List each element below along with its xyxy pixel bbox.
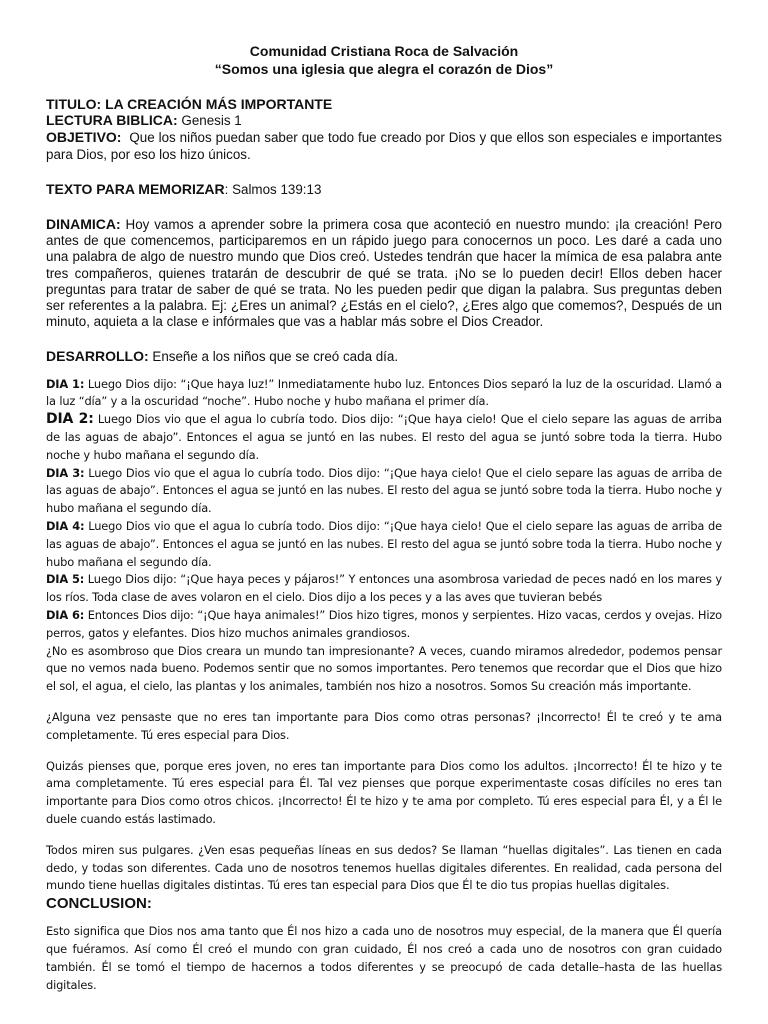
paragraph-amazing-world: ¿No es asombroso que Dios creara un mundo tan impresionante? A veces, cuando miramos alrededor, podemos pensar que no vemos nada bueno. Podemos sentir que no somos importantes. Pero tenemos que recordar que el Dios que hizo el sol, el agua, el cielo, las plantas y los animales, también nos hizo a nosotros. Somos Su creación más importante. — [46, 643, 722, 694]
dynamic-text: Hoy vamos a aprender sobre la primera cosa que aconteció en nuestro mundo: ¡la creación! Pero antes de que comencemos, participaremos en un rápido juego para conocernos un poco. Les daré a cada uno una palabra de algo de nuestro mundo que Dios creó. Ustedes tendrán que hacer la mímica de esa palabra ante tres compañeros, quienes tratarán de descubrir de qué se trata. ¡No se lo pueden decir! Ellos deben hacer preguntas para tratar de saber de qué se trata. No les pueden pedir que digan la palabra. Sus preguntas deben ser referentes a la palabra. Ej: ¿Eres un animal? ¿Estás en el cielo?, ¿Eres algo que comemos?, Después de un minuto, aquieta a la clase e infórmales que vas a hablar más sobre el Dios Creador. — [46, 217, 722, 330]
church-motto: “Somos una iglesia que alegra el corazón de Dios” — [214, 61, 554, 77]
day-entry — [46, 571, 722, 607]
day-label: DIA 4: — [46, 519, 85, 534]
org-name: Comunidad Cristiana Roca de Salvación — [249, 43, 519, 59]
objective-label: OBJETIVO: — [46, 129, 122, 146]
bible-reading — [46, 112, 722, 129]
dynamic-activity — [46, 216, 722, 330]
paragraph-fingerprints: Todos miren sus pulgares. ¿Ven esas pequeñas líneas en sus dedos? Se llaman “huellas digitales”. Las tienen en cada dedo, y todas son diferentes. Cada uno de nosotros tenemos huellas digitales diferentes. En realidad, cada persona del mundo tiene huellas digitales distintas. Tú eres tan especial para Dios que Él te dio tus propias huellas digitales. — [46, 842, 722, 893]
conclusion-text: Esto significa que Dios nos ama tanto que Él nos hizo a cada uno de nosotros muy especial, de la manera que Él quería que fuéramos. Así como Él creó el mundo con gran cuidado, Él nos creó a cada uno de nosotros con gran cuidado también. Él se tomó el tiempo de hacernos a todos diferentes y se preocupó de cada detalle–hasta de las huellas digitales. — [46, 924, 722, 992]
development-text: Enseñe a los niños que se creó cada día. — [152, 349, 399, 365]
objective — [46, 129, 722, 162]
day-entry — [46, 376, 722, 412]
paragraph-ever-thought: ¿Alguna vez pensaste que no eres tan importante para Dios como otras personas? ¡Incorrecto! Él te creó y te ama completamente. Tú eres especial para Dios. — [46, 709, 722, 742]
objective-value: Que los niños puedan saber que todo fue creado por Dios y que ellos son especiales e importantes para Dios, por eso los hizo únicos. — [46, 130, 722, 162]
day-text: Luego Dios dijo: “¡Que haya luz!” Inmediatamente hubo luz. Entonces Dios separó la luz de la oscuridad. Llamó a la luz “día” y a la oscuridad “noche”. Hubo noche y hubo mañana el primer día. — [46, 376, 722, 409]
day-entry — [46, 465, 722, 518]
day-label: DIA 6: — [46, 608, 85, 622]
document-page — [46, 42, 722, 994]
day-entry — [46, 518, 722, 571]
memory-verse — [46, 181, 722, 198]
day-entry — [46, 411, 722, 464]
day-entry — [46, 607, 722, 643]
day-label: DIA 2: — [46, 411, 94, 428]
bible-reading-label: LECTURA BIBLICA: — [46, 112, 178, 129]
day-text: Luego Dios vio que el agua lo cubría todo. Dios dijo: “¡Que haya cielo! Que el cielo separe las aguas de arriba de las aguas de abajo”. Entonces el agua se juntó en las nubes. El resto del agua se juntó sobre toda la tierra. Hubo noche y hubo mañana el segundo día. — [46, 519, 722, 569]
lesson-title: TITULO: LA CREACIÓN MÁS IMPORTANTE — [46, 96, 333, 112]
day-text: Luego Dios vio que el agua lo cubría todo. Dios dijo: “¡Que haya cielo! Que el cielo separe las aguas de arriba de las aguas de abajo”. Entonces el agua se juntó en las nubes. El resto del agua se juntó sobre toda la tierra. Hubo noche y hubo mañana el segundo día. — [46, 412, 722, 462]
day-label: DIA 1: — [46, 376, 85, 391]
day-label: DIA 3: — [46, 465, 85, 480]
day-text: Luego Dios vio que el agua lo cubría todo. Dios dijo: “¡Que haya cielo! Que el cielo separe las aguas de arriba de las aguas de abajo”. Entonces el agua se juntó en las nubes. El resto del agua se juntó sobre toda la tierra. Hubo noche y hubo mañana el segundo día. — [46, 465, 722, 516]
paragraph-maybe-think: Quizás pienses que, porque eres joven, no eres tan importante para Dios como los adultos. ¡Incorrecto! Él te hizo y te ama completamente. Tú eres especial para Él. Tal vez pienses que porque experimentaste cosas difíciles no eres tan importante para Dios como otros chicos. ¡Incorrecto! Él te hizo y te ama por completo. Tú eres especial para Él, y a Él le duele cuando estás lastimado. — [46, 758, 722, 826]
conclusion-heading: CONCLUSION: — [46, 895, 152, 913]
document-header — [46, 42, 722, 78]
bible-reading-value: Genesis 1 — [181, 113, 242, 129]
memory-verse-value: : Salmos 139:13 — [224, 181, 322, 197]
day-text: Luego Dios dijo: “¡Que haya peces y pájaros!” Y entonces una asombrosa variedad de peces nadó en los mares y los ríos. Toda clase de aves volaron en el cielo. Dios dijo a los peces y a las aves que tuvieran bebés — [46, 572, 722, 605]
memory-verse-label: TEXTO PARA MEMORIZAR — [46, 180, 225, 197]
dynamic-label: DINAMICA: — [46, 216, 121, 233]
development — [46, 348, 722, 365]
day-text: Entonces Dios dijo: “¡Que haya animales!” Dios hizo tigres, monos y serpientes. Hizo vacas, cerdos y ovejas. Hizo perros, gatos y elefantes. Dios hizo muchos animales grandiosos. — [46, 608, 722, 640]
day-label: DIA 5: — [46, 572, 85, 587]
development-label: DESARROLLO: — [46, 348, 149, 365]
